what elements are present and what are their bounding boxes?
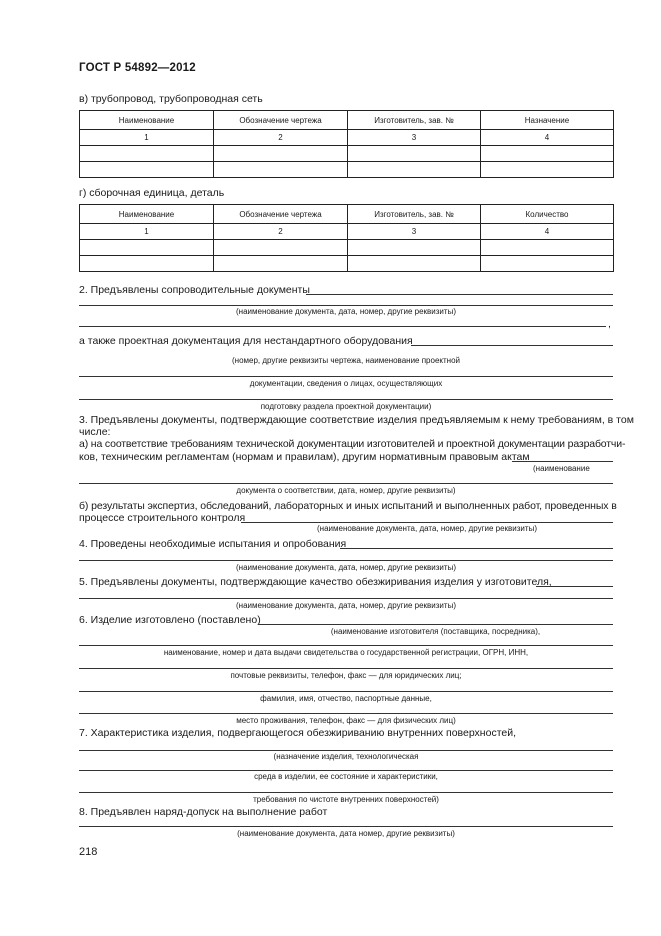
caption: место проживания, телефон, факс — для физических лиц) [236,716,456,725]
caption: (назначение изделия, технологическая [273,752,419,761]
fill-line[interactable] [79,598,613,599]
table-row [80,146,614,162]
caption: почтовые реквизиты, телефон, факс — для юридических лиц; [230,671,462,680]
table-cell[interactable] [481,256,614,272]
section-5-label: 5. Предъявлены документы, подтверждающие качество обезжиривания изделия у изготовителя, [79,576,552,588]
column-header: Наименование [80,111,214,130]
column-header: Обозначение чертежа [214,111,348,130]
table-v [79,110,614,178]
table-cell[interactable] [80,240,214,256]
caption: (номер, другие реквизиты чертежа, наименование проектной [231,356,460,365]
column-number: 1 [80,224,214,240]
section-3a-line-1: а) на соответствие требованиям технической документации изготовителей и проектной документации разработчи- [79,438,626,450]
caption: документации, сведения о лицах, осуществляющих [249,379,443,388]
fill-line[interactable] [79,713,613,714]
fill-line[interactable] [512,461,613,462]
fill-line[interactable] [258,624,613,625]
table-g [79,204,614,272]
table-cell[interactable] [348,256,481,272]
table-cell[interactable] [214,162,348,178]
column-number: 2 [214,224,348,240]
section-6-label: 6. Изделие изготовлено (поставлено) [79,614,261,626]
column-header: Обозначение чертежа [214,205,348,224]
caption: (наименование [533,464,590,473]
caption: среда в изделии, ее состояние и характеристики, [254,772,438,781]
fill-line[interactable] [79,668,613,669]
caption: подготовку раздела проектной документации) [260,402,432,411]
fill-line[interactable] [536,586,613,587]
fill-line[interactable] [241,522,613,523]
column-header: Изготовитель, зав. № [348,205,481,224]
caption: фамилия, имя, отчество, паспортные данные, [260,694,432,703]
table-row [80,256,614,272]
fill-line[interactable] [79,826,613,827]
section-7-label: 7. Характеристика изделия, подвергающегося обезжириванию внутренних поверхностей, [79,727,517,739]
table-number-row [80,130,614,146]
fill-line[interactable] [79,770,613,771]
table-row [80,240,614,256]
table-cell[interactable] [80,146,214,162]
table-cell[interactable] [214,146,348,162]
table-cell[interactable] [348,162,481,178]
caption: (наименование документа, дата, номер, другие реквизиты) [236,563,456,572]
table-cell[interactable] [481,240,614,256]
table-cell[interactable] [80,256,214,272]
fill-line[interactable] [79,750,613,751]
caption: (наименование документа, дата номер, другие реквизиты) [237,829,455,838]
section-3a-line-2: ков, техническим регламентам (нормам и правилам), другим нормативным правовым актам [79,451,530,463]
table-cell[interactable] [348,240,481,256]
caption: документа о соответствии, дата, номер, другие реквизиты) [236,486,456,495]
table-v-title: в) трубопровод, трубопроводная сеть [79,93,263,105]
table-header-row [80,205,614,224]
table-cell[interactable] [348,146,481,162]
caption: наименование, номер и дата выдачи свидетельства о государственной регистрации, ОГРН, ИНН, [163,648,529,657]
fill-line[interactable] [306,294,613,295]
fill-line[interactable] [79,560,613,561]
fill-line[interactable] [79,483,613,484]
fill-line[interactable] [79,792,613,793]
column-header: Количество [481,205,614,224]
caption: требования по чистоте внутренних поверхностей) [253,795,439,804]
fill-line[interactable] [340,548,613,549]
standard-header: ГОСТ Р 54892—2012 [79,62,196,74]
table-cell[interactable] [214,256,348,272]
column-number: 1 [80,130,214,146]
fill-line[interactable] [79,645,613,646]
table-header-row [80,111,614,130]
column-number: 3 [348,224,481,240]
fill-line[interactable] [79,399,613,400]
section-3-line-1: 3. Предъявлены документы, подтверждающие соответствие изделия предъявляемым к нему требованиям, в том [79,414,634,426]
table-cell[interactable] [481,146,614,162]
column-number: 2 [214,130,348,146]
column-header: Наименование [80,205,214,224]
caption: (наименование документа, дата, номер, другие реквизиты) [236,601,456,610]
fill-line[interactable] [79,326,606,327]
section-4-label: 4. Проведены необходимые испытания и опробования [79,538,347,550]
page-number: 218 [79,846,98,858]
table-cell[interactable] [481,162,614,178]
fill-line[interactable] [79,691,613,692]
fill-line[interactable] [79,376,613,377]
table-cell[interactable] [80,162,214,178]
column-number: 3 [348,130,481,146]
table-g-title: г) сборочная единица, деталь [79,187,225,199]
column-header: Изготовитель, зав. № [348,111,481,130]
caption: (наименование документа, дата, номер, другие реквизиты) [236,307,456,316]
comma: , [608,318,611,330]
section-3b-line-2: процессе строительного контроля [79,512,246,524]
fill-line[interactable] [79,305,613,306]
section-2-also-label: а также проектная документация для нестандартного оборудования [79,335,413,347]
caption: (наименование изготовителя (поставщика, посредника), [330,627,541,636]
fill-line[interactable] [411,345,613,346]
section-2-label: 2. Предъявлены сопроводительные документы [79,284,310,296]
caption: (наименование документа, дата, номер, другие реквизиты) [317,524,537,533]
section-8-label: 8. Предъявлен наряд-допуск на выполнение работ [79,806,328,818]
section-3-line-2: числе: [79,426,111,438]
table-number-row [80,224,614,240]
column-number: 4 [481,130,614,146]
table-cell[interactable] [214,240,348,256]
table-row [80,162,614,178]
section-3b-line-1: б) результаты экспертиз, обследований, лабораторных и иных испытаний и выполненных работ, проведенных в [79,500,617,512]
column-number: 4 [481,224,614,240]
column-header: Назначение [481,111,614,130]
